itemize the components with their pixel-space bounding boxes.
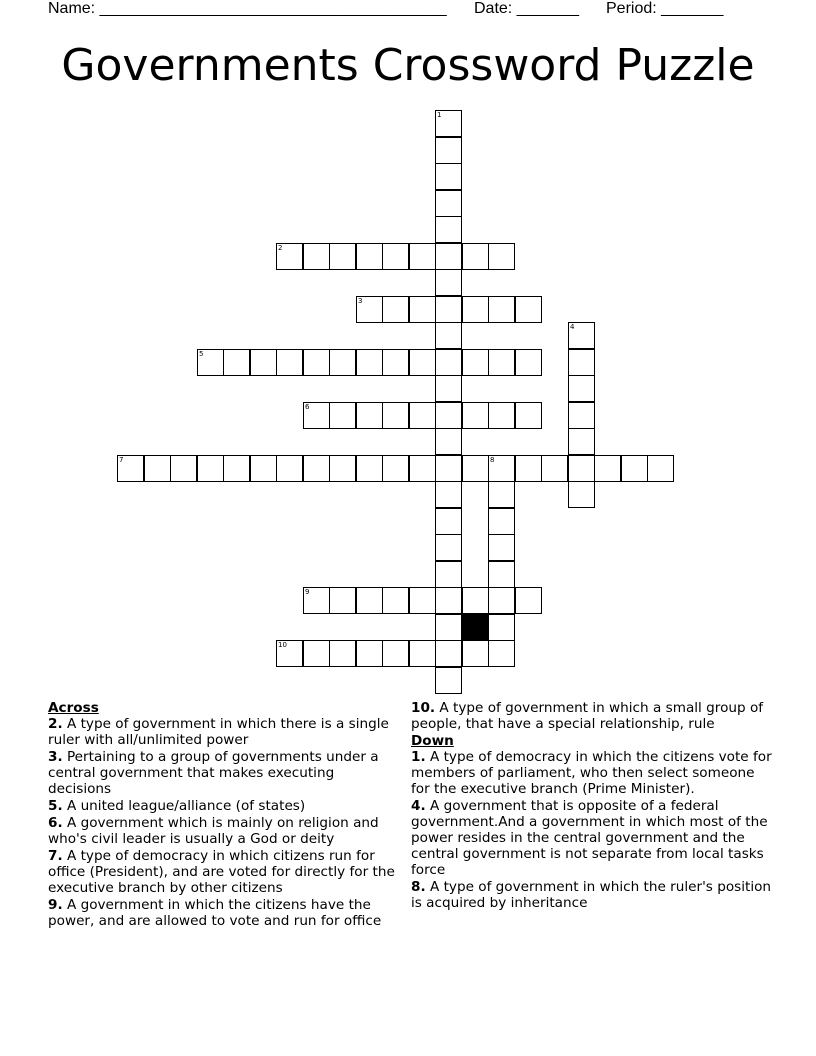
clue-number-label: 2.: [48, 716, 63, 732]
grid-cell[interactable]: [488, 296, 515, 323]
grid-cell[interactable]: [329, 640, 356, 667]
across-heading: Across: [48, 700, 99, 716]
grid-cell[interactable]: [435, 561, 462, 588]
grid-cell[interactable]: [435, 375, 462, 402]
clue-number: 8: [490, 456, 495, 464]
grid-cell[interactable]: [488, 243, 515, 270]
clue-number-label: 9.: [48, 897, 63, 913]
clue-item: [48, 716, 398, 748]
grid-cell[interactable]: [276, 349, 303, 376]
grid-cell[interactable]: [356, 587, 383, 614]
grid-cell[interactable]: [488, 402, 515, 429]
grid-cell[interactable]: [488, 508, 515, 535]
clue-item: [411, 749, 776, 797]
grid-cell[interactable]: [435, 508, 462, 535]
grid-cell[interactable]: [435, 481, 462, 508]
clue-text: A government that is opposite of a federal government.And a government in which most of the power resides in the central government and the central government is not separate from local tasks force: [411, 798, 768, 878]
grid-cell[interactable]: [197, 349, 224, 376]
grid-cell[interactable]: [435, 322, 462, 349]
grid-cell[interactable]: [515, 296, 542, 323]
grid-cell[interactable]: [170, 455, 197, 482]
clue-number: 10: [278, 641, 287, 649]
grid-cell[interactable]: [568, 428, 595, 455]
grid-cell[interactable]: [594, 455, 621, 482]
grid-cell[interactable]: [462, 243, 489, 270]
grid-cell[interactable]: [329, 243, 356, 270]
clue-number: 1: [437, 111, 442, 119]
clue-number-label: 7.: [48, 848, 63, 864]
grid-cell[interactable]: [568, 402, 595, 429]
grid-cell[interactable]: [435, 110, 462, 137]
grid-cell[interactable]: [329, 455, 356, 482]
clue-text: A type of government in which a small group of people, that have a special relationship, rule: [411, 700, 764, 732]
clues-left-column: [48, 700, 398, 930]
across-clue-list-continued: [411, 700, 776, 732]
clue-number-label: 4.: [411, 798, 426, 814]
clue-number: 3: [358, 297, 363, 305]
grid-cell[interactable]: [382, 296, 409, 323]
grid-cell[interactable]: [435, 190, 462, 217]
grid-cell[interactable]: [488, 481, 515, 508]
grid-cell[interactable]: [435, 428, 462, 455]
grid-cell[interactable]: [382, 455, 409, 482]
grid-cell[interactable]: [462, 640, 489, 667]
grid-cell[interactable]: [515, 587, 542, 614]
grid-cell[interactable]: [382, 587, 409, 614]
period-field-label: Period: _______: [606, 0, 724, 17]
clue-text: A united league/alliance (of states): [62, 798, 306, 814]
grid-cell[interactable]: [647, 455, 674, 482]
grid-cell[interactable]: [303, 402, 330, 429]
grid-cell[interactable]: [462, 455, 489, 482]
clue-item: [411, 798, 776, 878]
grid-cell[interactable]: [303, 455, 330, 482]
clue-number-label: 8.: [411, 879, 426, 895]
grid-cell[interactable]: [276, 640, 303, 667]
grid-cell[interactable]: [329, 402, 356, 429]
clue-item: [411, 879, 776, 911]
grid-cell[interactable]: [435, 349, 462, 376]
clue-item: [48, 749, 398, 797]
clue-number: 4: [570, 323, 575, 331]
grid-cell[interactable]: [488, 455, 515, 482]
grid-cell[interactable]: [409, 455, 436, 482]
grid-cell[interactable]: [382, 349, 409, 376]
clue-number: 5: [199, 350, 204, 358]
across-clue-list: [48, 716, 398, 929]
grid-cell[interactable]: [409, 349, 436, 376]
grid-cell[interactable]: [117, 455, 144, 482]
clue-item: [48, 798, 398, 814]
clue-text: Pertaining to a group of governments under a central government that makes executing decisions: [48, 749, 379, 797]
grid-cell[interactable]: [515, 402, 542, 429]
grid-cell[interactable]: [515, 455, 542, 482]
page-title: Governments Crossword Puzzle: [61, 40, 755, 91]
grid-cell[interactable]: [409, 296, 436, 323]
grid-cell[interactable]: [329, 587, 356, 614]
grid-cell[interactable]: [488, 640, 515, 667]
grid-cell[interactable]: [621, 455, 648, 482]
clue-text: A government which is mainly on religion and who's civil leader is usually a God or deity: [48, 815, 379, 847]
grid-cell[interactable]: [435, 402, 462, 429]
clue-item: [411, 700, 776, 732]
grid-cell[interactable]: [144, 455, 171, 482]
grid-cell[interactable]: [435, 296, 462, 323]
clue-text: A type of democracy in which the citizens vote for members of parliament, who then select someone for the executive branch (Prime Minister).: [411, 749, 772, 797]
clue-text: A type of government in which the ruler's position is acquired by inheritance: [411, 879, 772, 911]
grid-cell[interactable]: [356, 640, 383, 667]
grid-cell[interactable]: [276, 243, 303, 270]
grid-cell[interactable]: [462, 587, 489, 614]
grid-cell[interactable]: [409, 587, 436, 614]
grid-cell[interactable]: [303, 640, 330, 667]
grid-cell[interactable]: [435, 269, 462, 296]
grid-cell[interactable]: [382, 243, 409, 270]
clue-number: 7: [119, 456, 124, 464]
grid-cell[interactable]: [515, 349, 542, 376]
clue-number: 6: [305, 403, 310, 411]
grid-cell[interactable]: [568, 455, 595, 482]
grid-cell[interactable]: [435, 614, 462, 641]
grid-cell[interactable]: [356, 455, 383, 482]
grid-cell[interactable]: [488, 349, 515, 376]
clue-text: A type of democracy in which citizens run for office (President), and are voted for directly for the executive branch by other citizens: [48, 848, 395, 896]
grid-cell[interactable]: [435, 587, 462, 614]
clue-number: 9: [305, 588, 310, 596]
grid-cell[interactable]: [303, 243, 330, 270]
grid-cell[interactable]: [276, 455, 303, 482]
grid-cell[interactable]: [197, 455, 224, 482]
down-heading: Down: [411, 733, 454, 749]
clue-number-label: 5.: [48, 798, 63, 814]
grid-cell[interactable]: [435, 455, 462, 482]
grid-cell[interactable]: [382, 640, 409, 667]
grid-cell[interactable]: [356, 402, 383, 429]
grid-cell[interactable]: [488, 561, 515, 588]
clue-number: 2: [278, 244, 283, 252]
grid-cell[interactable]: [356, 296, 383, 323]
grid-cell[interactable]: [382, 402, 409, 429]
grid-cell[interactable]: [435, 243, 462, 270]
clue-item: [48, 897, 398, 929]
grid-cell[interactable]: [568, 349, 595, 376]
grid-cell[interactable]: [435, 137, 462, 164]
clues-right-column: [411, 700, 776, 912]
name-field-label: Name: _______________________________________: [48, 0, 447, 17]
grid-cell[interactable]: [488, 587, 515, 614]
grid-cell[interactable]: [303, 349, 330, 376]
grid-cell[interactable]: [356, 243, 383, 270]
grid-cell[interactable]: [223, 455, 250, 482]
clue-text: A government in which the citizens have the power, and are allowed to vote and run for office: [48, 897, 382, 929]
clue-text: A type of government in which there is a single ruler with all/unlimited power: [48, 716, 389, 748]
grid-cell[interactable]: [250, 349, 277, 376]
grid-cell[interactable]: [435, 163, 462, 190]
grid-cell[interactable]: [462, 349, 489, 376]
grid-cell[interactable]: [435, 216, 462, 243]
grid-cell[interactable]: [541, 455, 568, 482]
grid-cell[interactable]: [488, 614, 515, 641]
black-square: [462, 614, 489, 641]
grid-cell[interactable]: [356, 349, 383, 376]
grid-cell[interactable]: [409, 402, 436, 429]
grid-cell[interactable]: [409, 640, 436, 667]
grid-cell[interactable]: [568, 375, 595, 402]
grid-cell[interactable]: [435, 534, 462, 561]
clue-number-label: 10.: [411, 700, 436, 716]
down-clue-list: [411, 749, 776, 911]
grid-cell[interactable]: [488, 534, 515, 561]
grid-cell[interactable]: [223, 349, 250, 376]
grid-cell[interactable]: [303, 587, 330, 614]
clue-item: [48, 848, 398, 896]
grid-cell[interactable]: [435, 667, 462, 694]
grid-cell[interactable]: [568, 481, 595, 508]
grid-cell[interactable]: [250, 455, 277, 482]
grid-cell[interactable]: [568, 322, 595, 349]
grid-cell[interactable]: [435, 640, 462, 667]
clue-number-label: 1.: [411, 749, 426, 765]
grid-cell[interactable]: [462, 296, 489, 323]
grid-cell[interactable]: [462, 402, 489, 429]
clue-item: [48, 815, 398, 847]
date-field-label: Date: _______: [474, 0, 579, 17]
grid-cell[interactable]: [329, 349, 356, 376]
clue-number-label: 6.: [48, 815, 63, 831]
grid-cell[interactable]: [409, 243, 436, 270]
clue-number-label: 3.: [48, 749, 63, 765]
